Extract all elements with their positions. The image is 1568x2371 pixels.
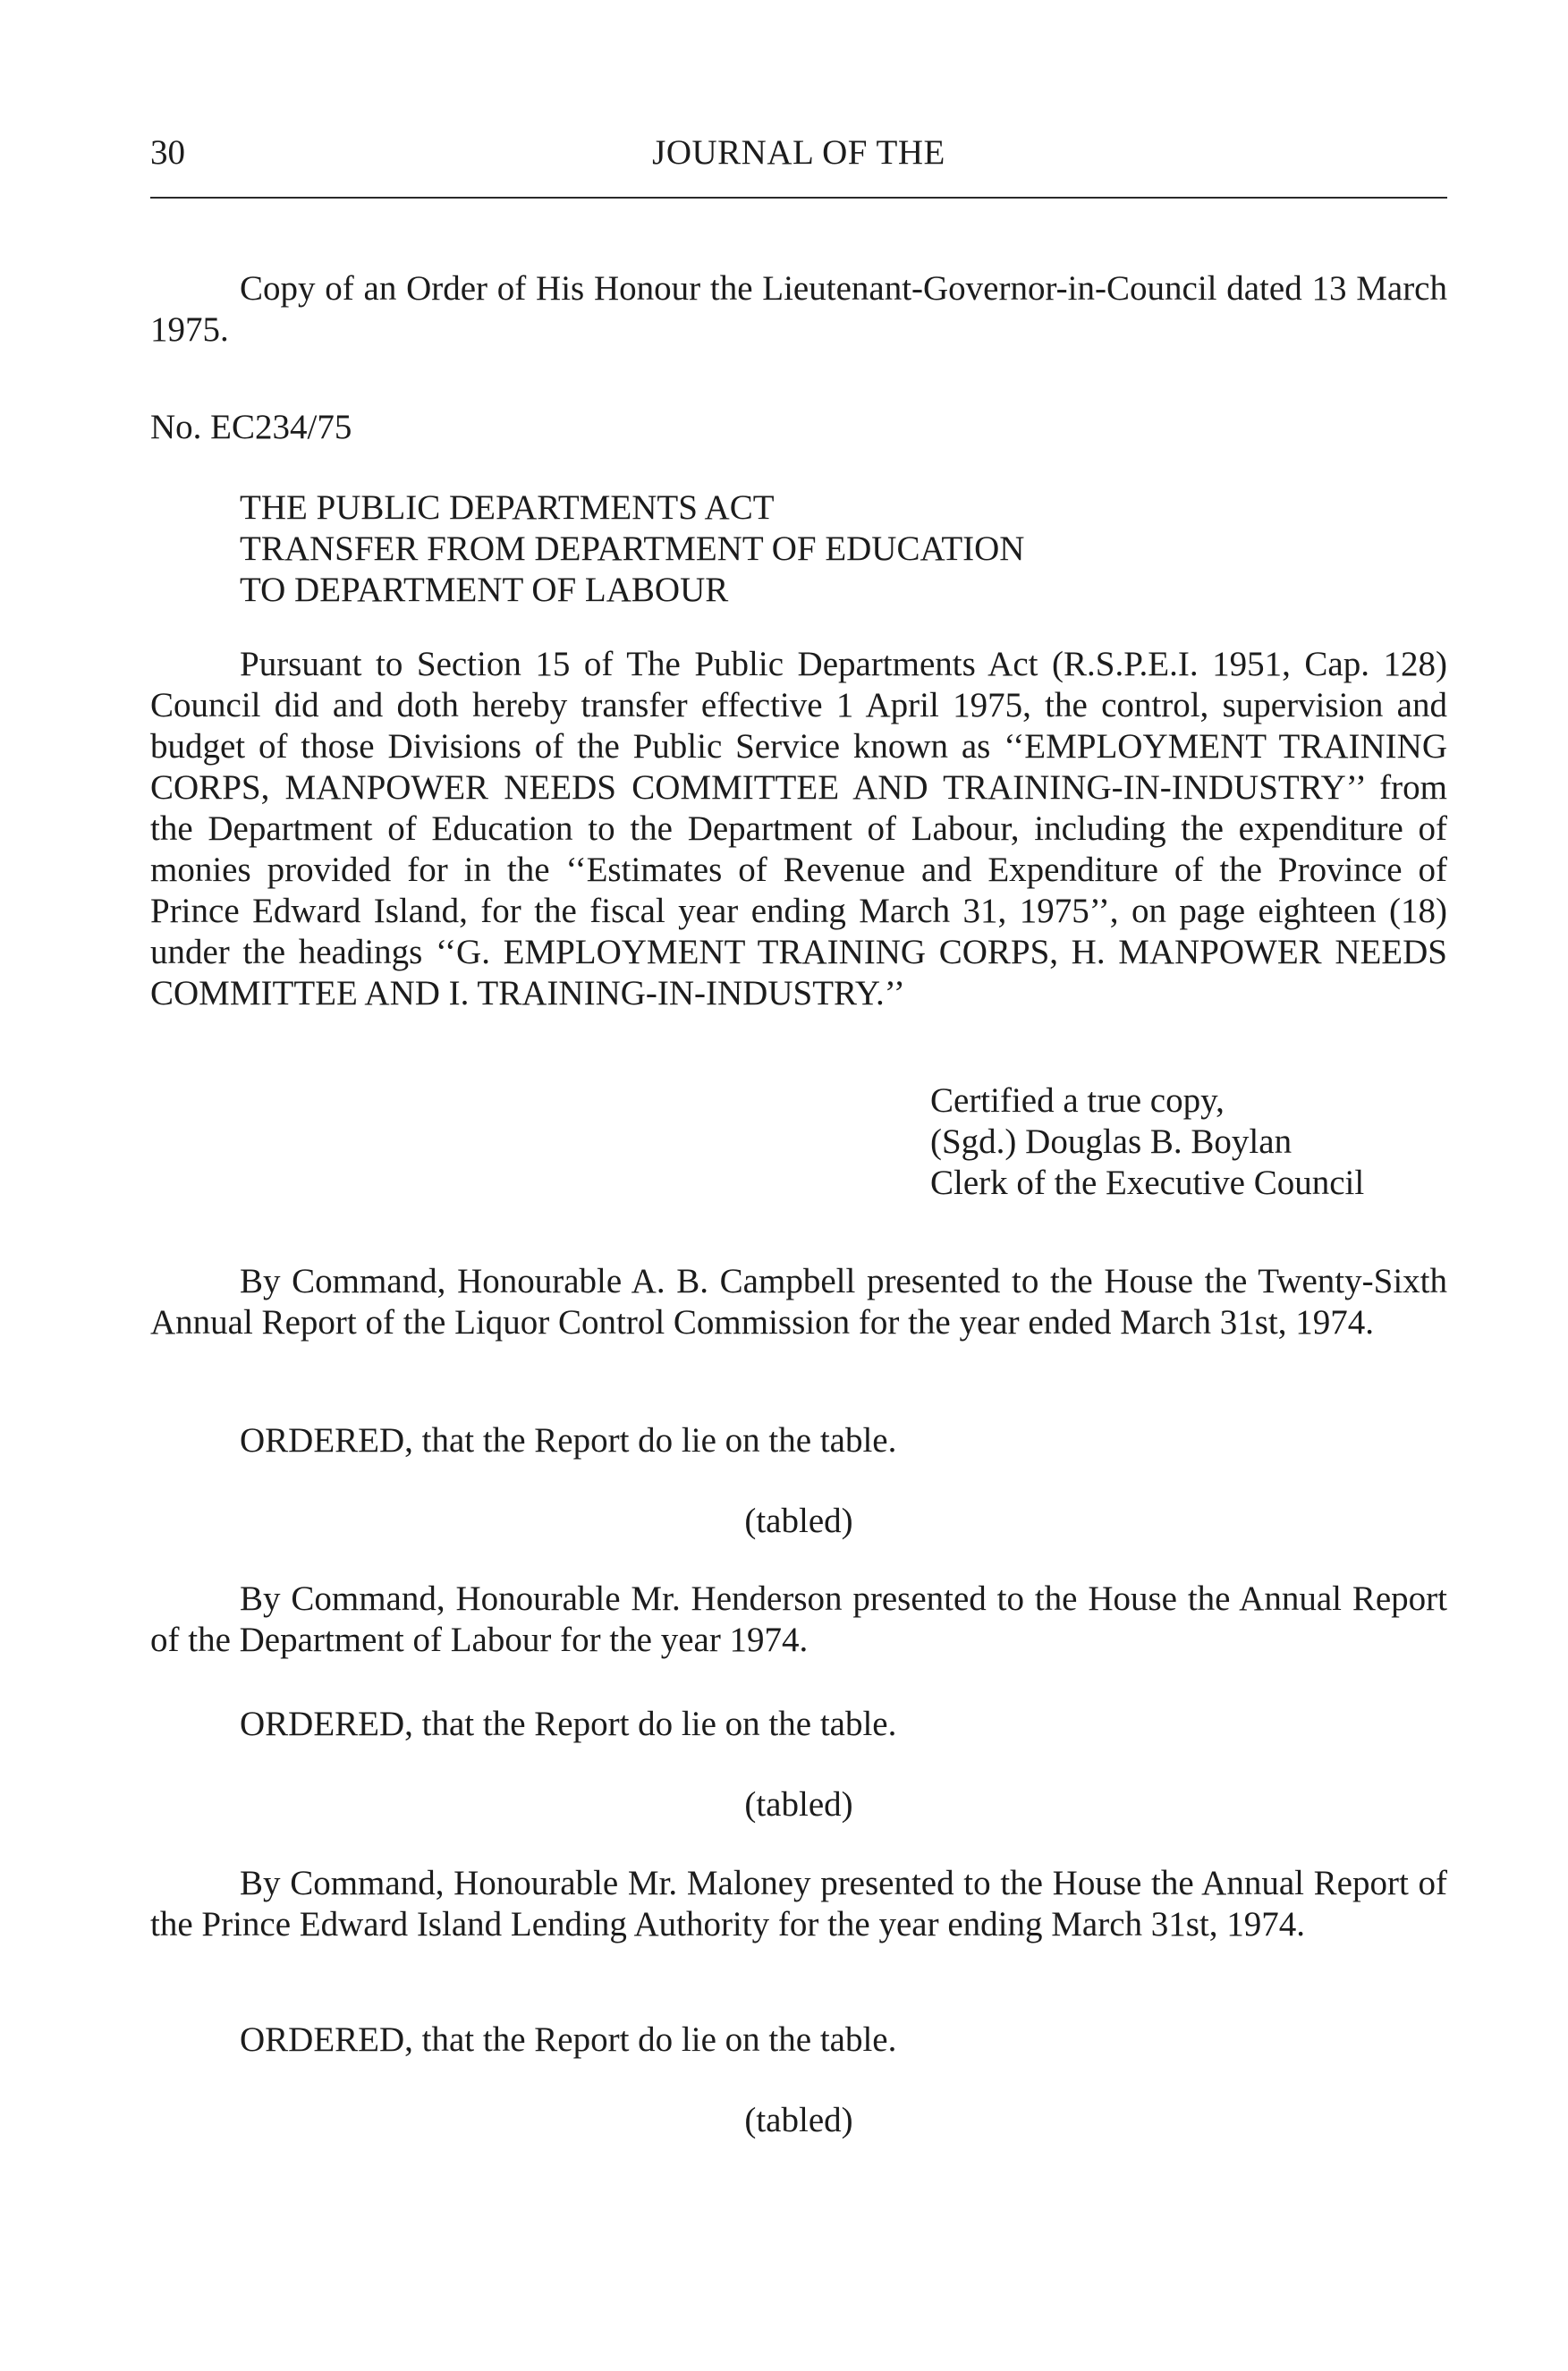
order-intro: Copy of an Order of His Honour the Lieutenant-Governor-in-Council dated 13 March 1975. [150, 269, 1447, 350]
order-body: Pursuant to Section 15 of The Public Departments Act (R.S.P.E.I. 1951, Cap. 128) Council did and doth hereby transfer effective 1 April 1975, the control, supervision and budget of those Divisions of the Public Service known as ‘‘EMPLOYMENT TRAINING CORPS, MANPOWER NEEDS COMMITTEE AND TRAINING-IN-INDUSTRY’’ from the Department of Education to the Department of Labour, including the expenditure of monies provided for in the ‘‘Estimates of Revenue and Expenditure of the Province of Prince Edward Island, for the fiscal year ending March 31, 1975’’, on page eighteen (18) under the headings ‘‘G. EMPLOYMENT TRAINING CORPS, H. MANPOWER NEEDS COMMITTEE AND I. TRAINING-IN-INDUSTRY.’’ [150, 645, 1447, 1013]
report-presented: By Command, Honourable Mr. Henderson presented to the House the Annual Report of the Department of Labour for the year 1974. [150, 1579, 1447, 1660]
report-status: (tabled) [744, 1502, 853, 1540]
page-number: 30 [150, 133, 185, 172]
order-number: No. EC234/75 [150, 408, 352, 446]
report-ordered: ORDERED, that the Report do lie on the table. [240, 1421, 897, 1460]
report-ordered: ORDERED, that the Report do lie on the table. [240, 1705, 897, 1743]
certification-line: Certified a true copy, [930, 1081, 1225, 1120]
header-rule [150, 197, 1447, 199]
order-headings [240, 487, 1024, 611]
running-title: JOURNAL OF THE [652, 133, 945, 172]
certification-signatory: Clerk of the Executive Council [930, 1164, 1365, 1203]
certification-block [930, 1080, 1364, 1204]
order-heading-line: THE PUBLIC DEPARTMENTS ACT [240, 488, 775, 527]
certification-line: (Sgd.) Douglas B. Boylan [930, 1122, 1293, 1162]
report-status: (tabled) [744, 2101, 853, 2139]
page-header [150, 132, 1447, 179]
report-presented: By Command, Honourable A. B. Campbell presented to the House the Twenty-Sixth Annual Report of the Liquor Control Commission for the year ended March 31st, 1974. [150, 1262, 1447, 1342]
order-heading-line: TO DEPARTMENT OF LABOUR [240, 571, 729, 610]
report-status: (tabled) [744, 1785, 853, 1824]
report-ordered: ORDERED, that the Report do lie on the table. [240, 2020, 897, 2059]
report-presented: By Command, Honourable Mr. Maloney presented to the House the Annual Report of the Prince Edward Island Lending Authority for the year ending March 31st, 1974. [150, 1864, 1447, 1944]
order-heading-line: TRANSFER FROM DEPARTMENT OF EDUCATION [240, 529, 1025, 569]
